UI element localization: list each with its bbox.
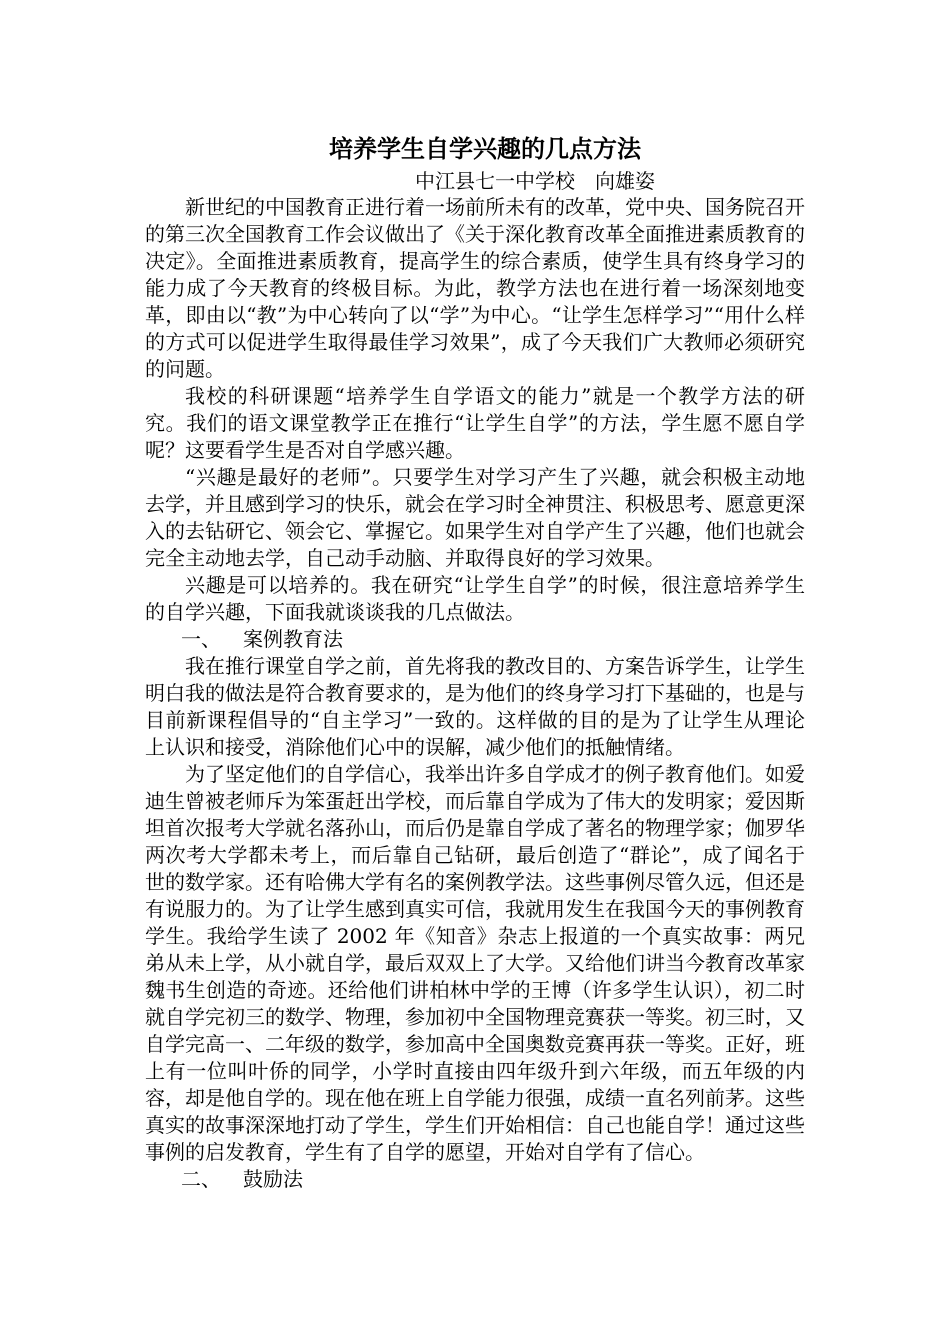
section-heading-1 — [145, 626, 805, 653]
paragraph: 我在推行课堂自学之前，首先将我的教改目的、方案告诉学生，让学生明白我的做法是符合教育要求的，是为他们的终身学习打下基础的，也是与目前新课程倡导的“自主学习”一致的。这样做的目的是为了让学生从理论上认识和接受，消除他们心中的误解，减少他们的抵触情绪。 — [145, 654, 805, 759]
paragraph: 新世纪的中国教育正进行着一场前所未有的改革，党中央、国务院召开的第三次全国教育工作会议做出了《关于深化教育改革全面推进素质教育的决定》。全面推进素质教育，提高学生的综合素质，使学生具有终身学习的能力成了今天教育的终极目标。为此，教学方法也在进行着一场深刻地变革，即由以“教”为中心转向了以“学”为中心。“让学生怎样学习”“用什么样的方式可以促进学生取得最佳学习效果”，成了今天我们广大教师必须研究的问题。 — [145, 195, 805, 381]
section-heading-2 — [145, 1166, 805, 1193]
document-title: 培养学生自学兴趣的几点方法 — [329, 134, 641, 163]
paragraph: 兴趣是可以培养的。我在研究“让学生自学”的时候，很注意培养学生的自学兴趣，下面我就谈谈我的几点做法。 — [145, 573, 805, 624]
section-number: 一、 — [181, 627, 221, 651]
paragraph: 我校的科研课题“培养学生自学语文的能力”就是一个教学方法的研究。我们的语文课堂教学正在推行“让学生自学”的方法，学生愿不愿自学呢？这要看学生是否对自学感兴趣。 — [145, 384, 805, 462]
paragraph: “兴趣是最好的老师”。只要学生对学习产生了兴趣，就会积极主动地去学，并且感到学习的快乐，就会在学习时全神贯注、积极思考、愿意更深入的去钻研它、领会它、掌握它。如果学生对自学产生了兴趣，他们也就会完全主动地去学，自己动手动脑、并取得良好的学习效果。 — [145, 465, 805, 570]
section-number: 二、 — [181, 1167, 221, 1191]
document-page — [145, 132, 805, 1193]
author-line: 中江县七一中学校 向雄姿 — [415, 169, 655, 193]
section-title: 鼓励法 — [243, 1167, 303, 1191]
paragraph: 为了坚定他们的自学信心，我举出许多自学成才的例子教育他们。如爱迪生曾被老师斥为笨蛋赶出学校，而后靠自学成为了伟大的发明家；爱因斯坦首次报考大学就名落孙山，而后仍是靠自学成了著名的物理学家；伽罗华两次考大学都未考上，而后靠自己钻研，最后创造了“群论”，成了闻名于世的数学家。还有哈佛大学有名的案例教学法。这些事例尽管久远，但还是有说服力的。为了让学生感到真实可信，我就用发生在我国今天的事例教育学生。我给学生读了 2002 年《知音》杂志上报道的一个真实故事：两兄弟从未上学，从小就自学，最后双双上了大学。又给他们讲当今教育改革家魏书生创造的奇迹。还给他们讲柏林中学的王博（许多学生认识），初二时就自学完初三的数学、物理，参加初中全国物理竞赛获一等奖。初三时，又自学完高一、二年级的数学，参加高中全国奥数竞赛再获一等奖。正好，班上有一位叫叶侨的同学，小学时直接由四年级升到六年级，而五年级的内容，却是他自学的。现在他在班上自学能力很强，成绩一直名列前茅。这些真实的故事深深地打动了学生，学生们开始相信：自己也能自学！通过这些事例的启发教育，学生有了自学的愿望，开始对自学有了信心。 — [145, 762, 805, 1164]
document-body — [145, 194, 805, 1193]
section-title: 案例教育法 — [243, 627, 343, 651]
